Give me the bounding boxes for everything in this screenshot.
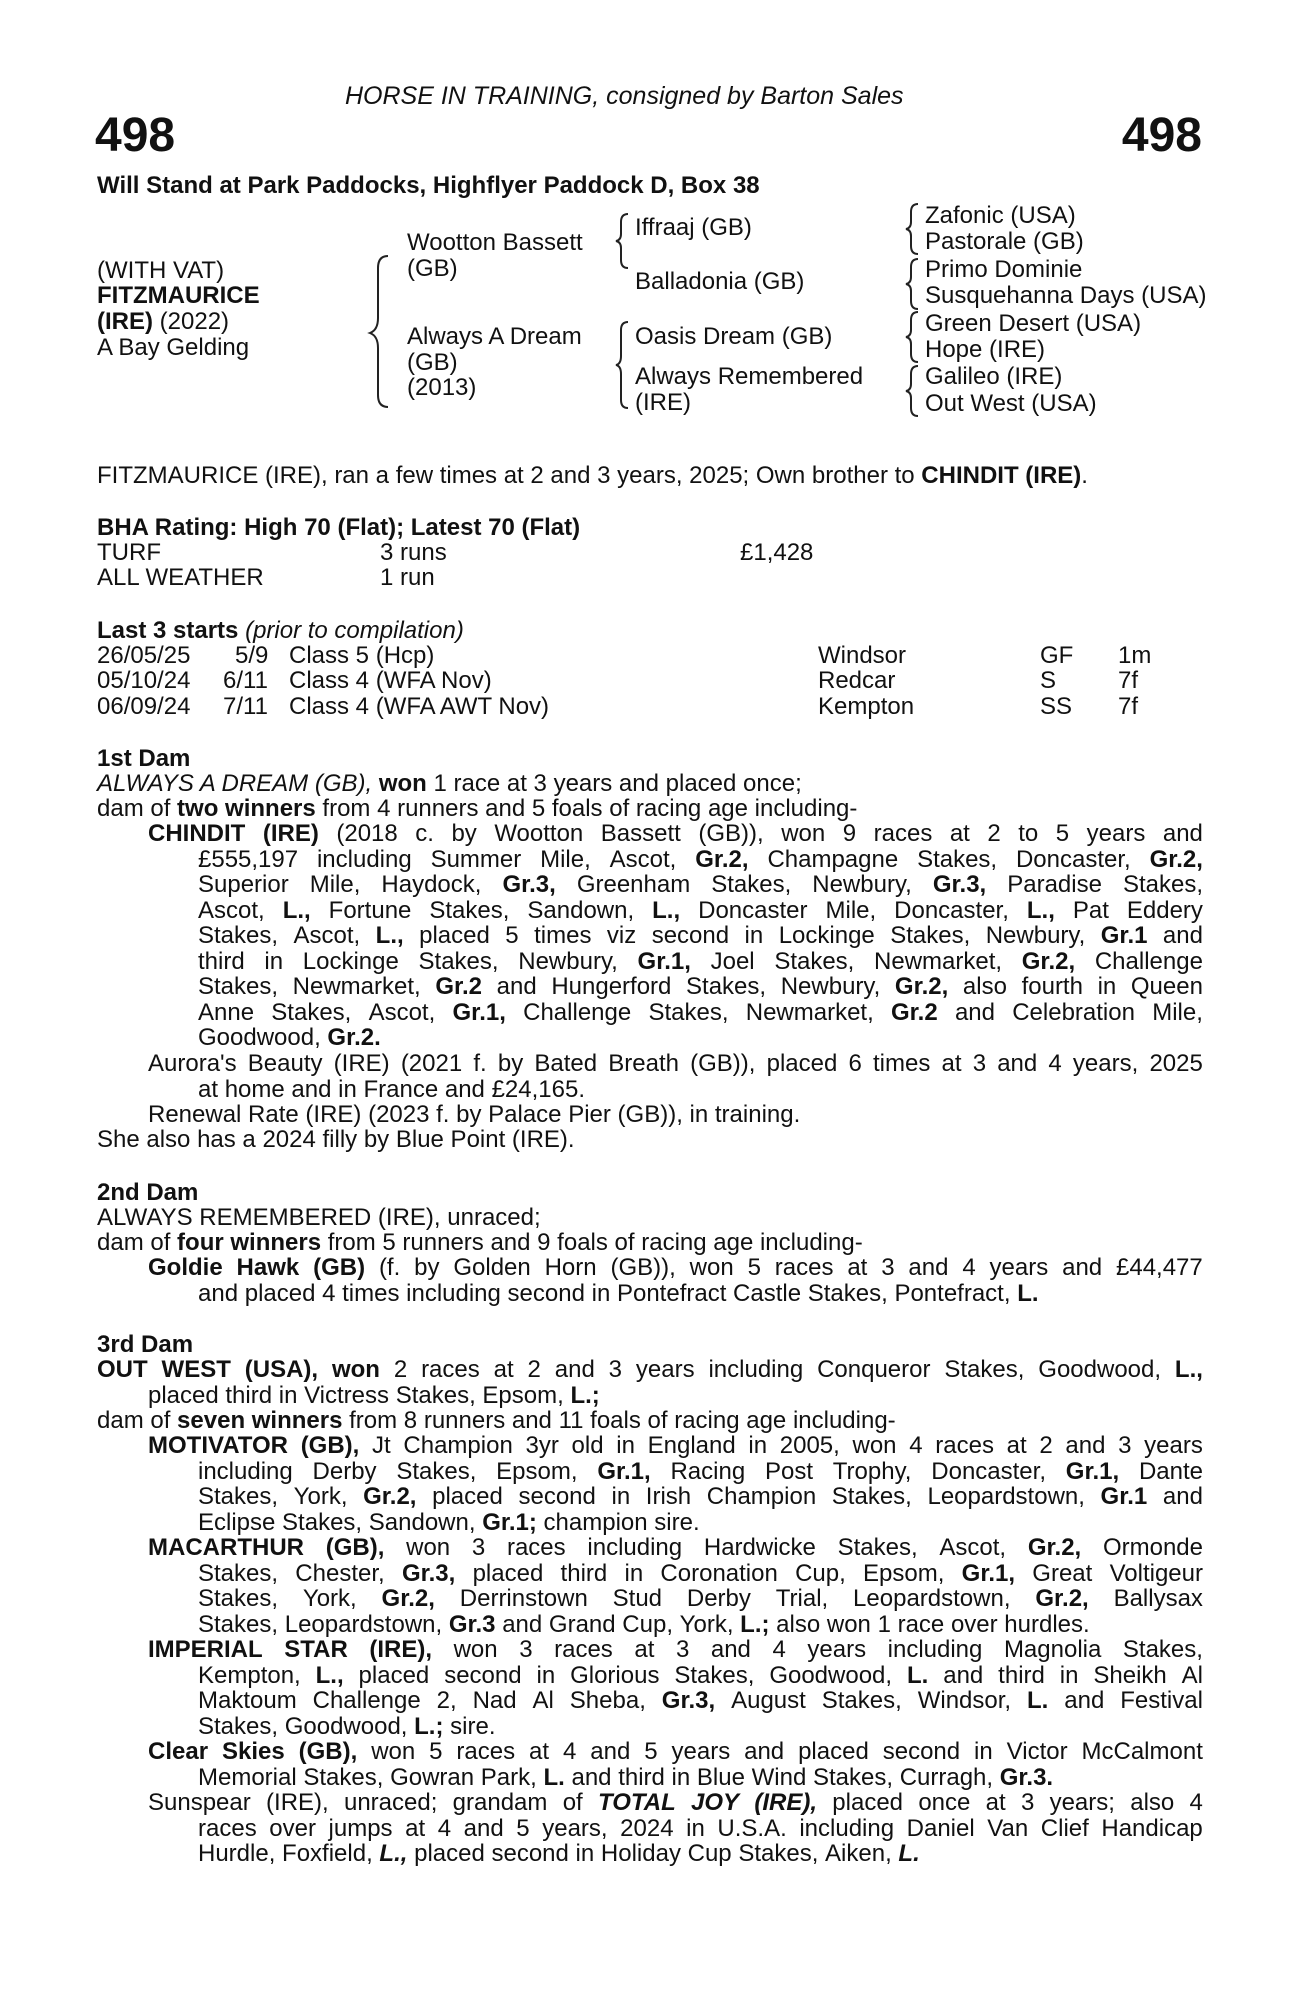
pedigree-g6: Hope (IRE) bbox=[925, 336, 1046, 363]
starts-title bbox=[97, 618, 464, 644]
start-row-3-race: Class 4 (WFA AWT Nov) bbox=[289, 693, 550, 720]
pedigree-dam bbox=[407, 324, 582, 401]
page-header-title: HORSE IN TRAINING, consigned by Barton Sales bbox=[345, 82, 904, 110]
macarthur-line: Stakes, Leopardstown, Gr.3 and Grand Cup, York, L.; also won 1 race over hurdles. bbox=[198, 1610, 1090, 1638]
pedigree-g4: Susquehanna Days (USA) bbox=[925, 282, 1207, 309]
dam1-chindit bbox=[148, 821, 1203, 1051]
sunspear-line: races over jumps at 4 and 5 years, 2024 in U.S.A. including Daniel Van Clief Handicap bbox=[198, 1814, 1203, 1842]
dam1-aurora bbox=[148, 1051, 1203, 1102]
rating-row-aw-surface: ALL WEATHER bbox=[97, 564, 264, 591]
start-row-2-going: S bbox=[1040, 667, 1057, 694]
summary-brother: CHINDIT (IRE) bbox=[921, 462, 1082, 489]
chindit-line: £555,197 including Summer Mile, Ascot, Gr.2, Champagne Stakes, Doncaster, Gr.2, bbox=[198, 845, 1203, 873]
chindit-line: Stakes, Ascot, L., placed 5 times viz second in Lockinge Stakes, Newbury, Gr.1 and bbox=[198, 922, 1203, 949]
dam3-macarthur bbox=[148, 1535, 1203, 1637]
macarthur-line: Stakes, York, Gr.2, Derrinstown Stud Derby Trial, Leopardstown, Gr.2, Ballysax bbox=[198, 1585, 1203, 1612]
start-row-3-dist: 7f bbox=[1118, 693, 1139, 720]
start-row-3-date: 06/09/24 bbox=[97, 693, 191, 720]
start-row-3-going: SS bbox=[1040, 693, 1073, 720]
dam1-winners: two winners bbox=[177, 795, 316, 822]
starts-heading: Last 3 starts bbox=[97, 617, 239, 644]
start-row-1-going: GF bbox=[1040, 642, 1074, 669]
sire-origin: (GB) bbox=[407, 254, 458, 282]
imperial-line: Maktoum Challenge 2, Nad Al Sheba, Gr.3, August Stakes, Windsor, L. and Festival bbox=[198, 1687, 1203, 1714]
start-row-2-race: Class 4 (WFA Nov) bbox=[289, 667, 492, 694]
dam1-foals: from 4 runners and 5 foals of racing age including- bbox=[315, 795, 858, 822]
vat-note: (WITH VAT) bbox=[97, 257, 225, 284]
dam3-imperial bbox=[148, 1637, 1203, 1739]
aurora-line: at home and in France and £24,165. bbox=[198, 1075, 585, 1103]
dam1-damof: dam of bbox=[97, 795, 178, 822]
pedigree-sire-sire: Iffraaj (GB) bbox=[635, 214, 752, 241]
dam1-line2 bbox=[97, 796, 857, 822]
dam3-damof: dam of bbox=[97, 1407, 178, 1434]
chindit-line: third in Lockinge Stakes, Newbury, Gr.1, Joel Stakes, Newmarket, Gr.2, Challenge bbox=[198, 947, 1203, 975]
rating-row-aw-runs: 1 run bbox=[380, 564, 435, 591]
pedigree-dam-sire: Oasis Dream (GB) bbox=[635, 323, 833, 350]
dam3-sunspear bbox=[148, 1790, 1203, 1867]
horse-description: A Bay Gelding bbox=[97, 334, 250, 361]
chindit-line: Goodwood, Gr.2. bbox=[198, 1024, 381, 1051]
summary-line bbox=[97, 463, 1088, 489]
pedigree-sire bbox=[407, 230, 583, 281]
outwest-line: placed third in Victress Stakes, Epsom, L.; bbox=[148, 1381, 600, 1409]
horse-origin: (IRE) bbox=[97, 308, 153, 335]
macarthur-line: MACARTHUR (GB), won 3 races including Hardwicke Stakes, Ascot, Gr.2, Ormonde bbox=[148, 1534, 1203, 1561]
start-row-1-course: Windsor bbox=[818, 642, 907, 669]
motivator-line: Eclipse Stakes, Sandown, Gr.1; champion sire. bbox=[198, 1508, 700, 1536]
dam-name: Always A Dream bbox=[407, 323, 582, 350]
rating-row-turf-runs: 3 runs bbox=[380, 539, 447, 566]
dam2-heading: 2nd Dam bbox=[97, 1179, 199, 1206]
sire-name: Wootton Bassett bbox=[407, 229, 583, 256]
dam2-winners: four winners bbox=[177, 1229, 322, 1256]
dam2-line1: ALWAYS REMEMBERED (IRE), unraced; bbox=[97, 1204, 541, 1231]
sunspear-line: Hurdle, Foxfield, L., placed second in Holiday Cup Stakes, Aiken, L. bbox=[198, 1840, 920, 1867]
chindit-line: Superior Mile, Haydock, Gr.3, Greenham Stakes, Newbury, Gr.3, Paradise Stakes, bbox=[198, 871, 1203, 898]
dam3-heading: 3rd Dam bbox=[97, 1331, 194, 1358]
pedigree-g3: Primo Dominie bbox=[925, 256, 1083, 283]
dam2-damof: dam of bbox=[97, 1229, 178, 1256]
summary-text: FITZMAURICE (IRE), ran a few times at 2 and 3 years, 2025; Own brother to bbox=[97, 462, 922, 489]
chindit-line: Stakes, Newmarket, Gr.2 and Hungerford Stakes, Newbury, Gr.2, also fourth in Queen bbox=[198, 973, 1203, 1000]
pedigree-dam-dam bbox=[635, 364, 863, 415]
dam2-foals: from 5 runners and 9 foals of racing age including- bbox=[321, 1229, 863, 1256]
rating-row-turf-prize: £1,428 bbox=[740, 539, 814, 566]
dam1-heading: 1st Dam bbox=[97, 745, 191, 772]
dam3-line2 bbox=[97, 1408, 896, 1434]
dam-dam-name: Always Remembered bbox=[635, 363, 864, 390]
pedigree-g7: Galileo (IRE) bbox=[925, 363, 1063, 390]
aurora-line: Aurora's Beauty (IRE) (2021 f. by Bated Breath (GB)), placed 6 times at 3 and 4 years, 2025 bbox=[148, 1050, 1203, 1077]
dam1-won: won bbox=[378, 770, 427, 797]
sunspear-line: Sunspear (IRE), unraced; grandam of TOTAL JOY (IRE), placed once at 3 years; also 4 bbox=[148, 1789, 1203, 1816]
chindit-line: Ascot, L., Fortune Stakes, Sandown, L., Doncaster Mile, Doncaster, L., Pat Eddery bbox=[198, 896, 1203, 924]
horse-name: FITZMAURICE bbox=[97, 282, 260, 309]
imperial-line: Stakes, Goodwood, L.; sire. bbox=[198, 1712, 496, 1740]
dam-year: (2013) bbox=[407, 374, 477, 401]
start-row-1-dist: 1m bbox=[1118, 642, 1152, 669]
rating-title: BHA Rating: High 70 (Flat); Latest 70 (Flat) bbox=[97, 514, 581, 541]
start-row-3-course: Kempton bbox=[818, 693, 915, 720]
start-row-1-race: Class 5 (Hcp) bbox=[289, 642, 435, 669]
pedigree-braces bbox=[0, 0, 1315, 420]
dam1-renewal: Renewal Rate (IRE) (2023 f. by Palace Pier (GB)), in training. bbox=[148, 1101, 801, 1128]
chindit-line: Anne Stakes, Ascot, Gr.1, Challenge Stakes, Newmarket, Gr.2 and Celebration Mile, bbox=[198, 998, 1203, 1026]
summary-end: . bbox=[1081, 462, 1088, 489]
dam1-name: ALWAYS A DREAM (GB), bbox=[97, 770, 379, 797]
dam3-winners: seven winners bbox=[177, 1407, 343, 1434]
pedigree-g2: Pastorale (GB) bbox=[925, 228, 1084, 255]
outwest-line: OUT WEST (USA), won 2 races at 2 and 3 years including Conqueror Stakes, Goodwood, L., bbox=[97, 1356, 1203, 1383]
dam2-line2 bbox=[97, 1230, 863, 1256]
dam2-goldie bbox=[148, 1255, 1203, 1306]
pedigree-g5: Green Desert (USA) bbox=[925, 310, 1142, 337]
start-row-1-pos: 5/9 bbox=[235, 642, 269, 669]
start-row-2-pos: 6/11 bbox=[223, 667, 268, 694]
clear-line: Memorial Stakes, Gowran Park, L. and third in Blue Wind Stakes, Curragh, Gr.3. bbox=[198, 1763, 1054, 1791]
dam3-line1 bbox=[97, 1357, 1203, 1408]
dam-dam-origin: (IRE) bbox=[635, 388, 691, 416]
start-row-3-pos: 7/11 bbox=[223, 693, 268, 720]
start-row-1-date: 26/05/25 bbox=[97, 642, 191, 669]
start-row-2-course: Redcar bbox=[818, 667, 896, 694]
lot-number-left: 498 bbox=[95, 109, 176, 162]
pedigree-g1: Zafonic (USA) bbox=[925, 202, 1076, 229]
motivator-line: MOTIVATOR (GB), Jt Champion 3yr old in England in 2005, won 4 races at 2 and 3 years bbox=[148, 1432, 1203, 1459]
goldie-line: and placed 4 times including second in Pontefract Castle Stakes, Pontefract, L. bbox=[198, 1279, 1039, 1307]
starts-subtitle: (prior to compilation) bbox=[238, 617, 464, 644]
dam1-record: 1 race at 3 years and placed once; bbox=[426, 770, 802, 797]
pedigree-g8: Out West (USA) bbox=[925, 390, 1097, 417]
dam3-motivator bbox=[148, 1433, 1203, 1535]
chindit-line: CHINDIT (IRE) (2018 c. by Wootton Bassett (GB)), won 9 races at 2 to 5 years and bbox=[148, 820, 1203, 847]
lot-number-right: 498 bbox=[1121, 109, 1202, 162]
start-row-2-dist: 7f bbox=[1118, 667, 1139, 694]
start-row-2-date: 05/10/24 bbox=[97, 667, 191, 694]
dam1-filly: She also has a 2024 filly by Blue Point (IRE). bbox=[97, 1126, 575, 1153]
dam-origin: (GB) bbox=[407, 348, 458, 376]
goldie-line: Goldie Hawk (GB) (f. by Golden Horn (GB)), won 5 races at 3 and 4 years and £44,477 bbox=[148, 1254, 1203, 1281]
motivator-line: including Derby Stakes, Epsom, Gr.1, Racing Post Trophy, Doncaster, Gr.1, Dante bbox=[198, 1457, 1203, 1485]
dam3-foals: from 8 runners and 11 foals of racing age including- bbox=[342, 1407, 896, 1434]
rating-row-turf-surface: TURF bbox=[97, 539, 161, 566]
dam3-clear bbox=[148, 1739, 1203, 1790]
imperial-line: IMPERIAL STAR (IRE), won 3 races at 3 and 4 years including Magnolia Stakes, bbox=[148, 1636, 1203, 1663]
stand-location: Will Stand at Park Paddocks, Highflyer Paddock D, Box 38 bbox=[97, 172, 760, 199]
motivator-line: Stakes, York, Gr.2, placed second in Irish Champion Stakes, Leopardstown, Gr.1 and bbox=[198, 1483, 1203, 1510]
pedigree-sire-dam: Balladonia (GB) bbox=[635, 268, 805, 295]
dam1-line1 bbox=[97, 771, 802, 797]
imperial-line: Kempton, L., placed second in Glorious Stakes, Goodwood, L. and third in Sheikh Al bbox=[198, 1661, 1203, 1689]
horse-year: (2022) bbox=[153, 308, 230, 335]
macarthur-line: Stakes, Chester, Gr.3, placed third in Coronation Cup, Epsom, Gr.1, Great Voltigeur bbox=[198, 1559, 1203, 1587]
clear-line: Clear Skies (GB), won 5 races at 4 and 5 years and placed second in Victor McCalmont bbox=[148, 1738, 1203, 1765]
